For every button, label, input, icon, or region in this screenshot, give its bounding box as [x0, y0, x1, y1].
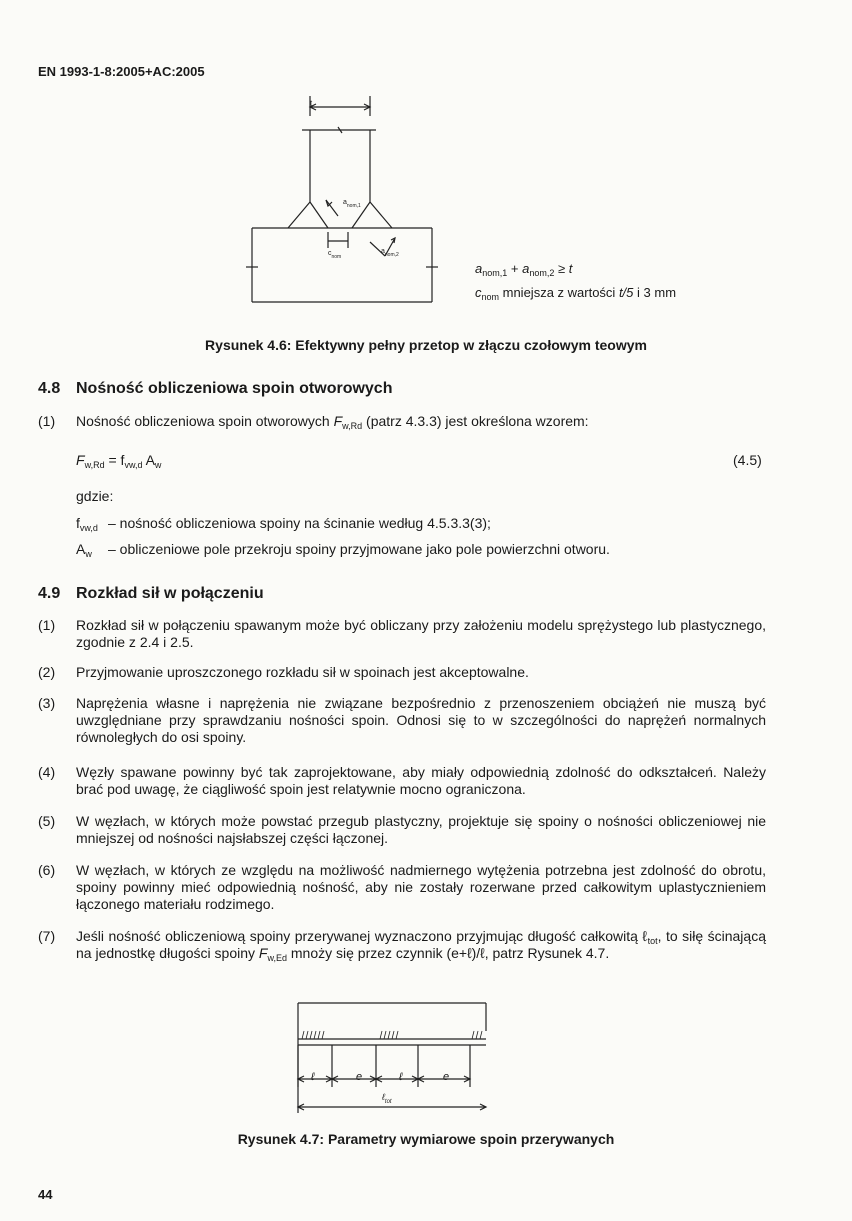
t-label: t [310, 99, 313, 108]
section-4-9-title: Rozkład sił w połączeniu [76, 585, 264, 602]
figure-4-6-caption: Rysunek 4.6: Efektywny pełny przetop w złączu czołowym teowym [205, 337, 647, 353]
cnom-label: $c_{nom}$ [328, 250, 342, 260]
s48-p1-number: (1) [38, 413, 56, 429]
document-id: EN 1993-1-8:2005+AC:2005 [38, 64, 205, 79]
definition-fvwd-text: – nośność obliczeniowa spoiny na ścinanie według 4.5.3.3(3); [108, 515, 491, 531]
paragraph-number: (4) [38, 764, 56, 780]
where-label: gdzie: [76, 488, 114, 504]
dim-e2: e [443, 1071, 450, 1083]
paragraph-number: (2) [38, 664, 56, 680]
paragraph-number: (6) [38, 862, 56, 878]
s48-p1-text: Nośność obliczeniowa spoin otworowych $F_{w,Rd}$ (patrz 4.3.3) jest określona wzorem: [76, 413, 589, 431]
section-4-8-number: 4.8 [38, 380, 61, 397]
figure-4-7-drawing [292, 995, 492, 1115]
paragraph-text: Rozkład sił w połączeniu spawanym może być obliczany przy założeniu modelu sprężystego lub plastycznego, zgodnie z 2.4 i 2.5. [76, 617, 766, 650]
section-4-8-title: Nośność obliczeniowa spoin otworowych [76, 380, 393, 397]
anom1-label: $a_{nom,1}$ [343, 199, 361, 209]
dim-ltot: ℓ$_{tot}$ [382, 1092, 392, 1105]
equation-4-5: $F_{w,Rd} = f_{vw,d}$ $A_w$ [76, 452, 162, 470]
paragraph-text: Naprężenia własne i naprężenia nie związane bezpośrednio z przenoszeniem obciążeń nie muszą być uwzględniane przy sprawdzaniu nośności spoin. Odnosi się to w szczególności do naprężeń normalnych równoległych do osi spoiny. [76, 695, 766, 745]
page-number: 44 [38, 1187, 53, 1202]
paragraph-number: (3) [38, 695, 56, 711]
section-4-9-number: 4.9 [38, 585, 61, 602]
equation-number: (4.5) [733, 452, 762, 468]
dim-e1: e [356, 1071, 363, 1083]
anom2-label: $a_{nom,2}$ [381, 248, 399, 258]
paragraph-text: Przyjmowanie uproszczonego rozkładu sił w spoinach jest akceptowalne. [76, 664, 529, 680]
dim-l2: ℓ [399, 1071, 403, 1083]
paragraph-text: Jeśli nośność obliczeniową spoiny przerywanej wyznaczono przyjmując długość całkowitą ℓ$_{tot}$, to siłę ścinającą na jednostkę długości spoiny $F_{w,Ed}$ mnoży się przez czynnik (e+ℓ)/ℓ, patrz Rysunek 4.7. [76, 928, 766, 963]
figure-4-6-condition-2: $c_{nom}$ mniejsza z wartości t/5 i 3 mm [475, 285, 677, 302]
figure-4-7-caption: Rysunek 4.7: Parametry wymiarowe spoin przerywanych [237, 1131, 615, 1147]
paragraph-text: W węzłach, w których ze względu na możliwość nadmiernego wytężenia potrzebna jest zdolność do obrotu, spoiny powinny mieć odpowiednią nośność, aby nie zostały rozerwane przed całkowitym uplastycznieniem łączonego materiału rodzimego. [76, 862, 766, 912]
paragraph-text: Węzły spawane powinny być tak zaprojektowane, aby miały odpowiednią zdolność do odkształceń. Należy brać pod uwagę, że ciągliwość spoin jest relatywnie mocno ograniczona. [76, 764, 766, 797]
paragraph-number: (1) [38, 617, 56, 633]
definition-aw-symbol: $A_w$ [76, 541, 92, 559]
dim-l1: ℓ [311, 1071, 315, 1083]
paragraph-number: (7) [38, 928, 56, 944]
definition-fvwd-symbol: $f_{vw,d}$ [76, 515, 98, 533]
figure-4-6-condition-1: $a_{nom,1} + a_{nom,2} \ge t$ [475, 261, 573, 278]
paragraph-text: W węzłach, w których może powstać przegub plastyczny, projektuje się spoiny o nośności obliczeniowej nie mniejszej od nośności najsłabszej części łączonej. [76, 813, 766, 846]
definition-aw-text: – obliczeniowe pole przekroju spoiny przyjmowane jako pole powierzchni otworu. [108, 541, 610, 557]
paragraph-number: (5) [38, 813, 56, 829]
